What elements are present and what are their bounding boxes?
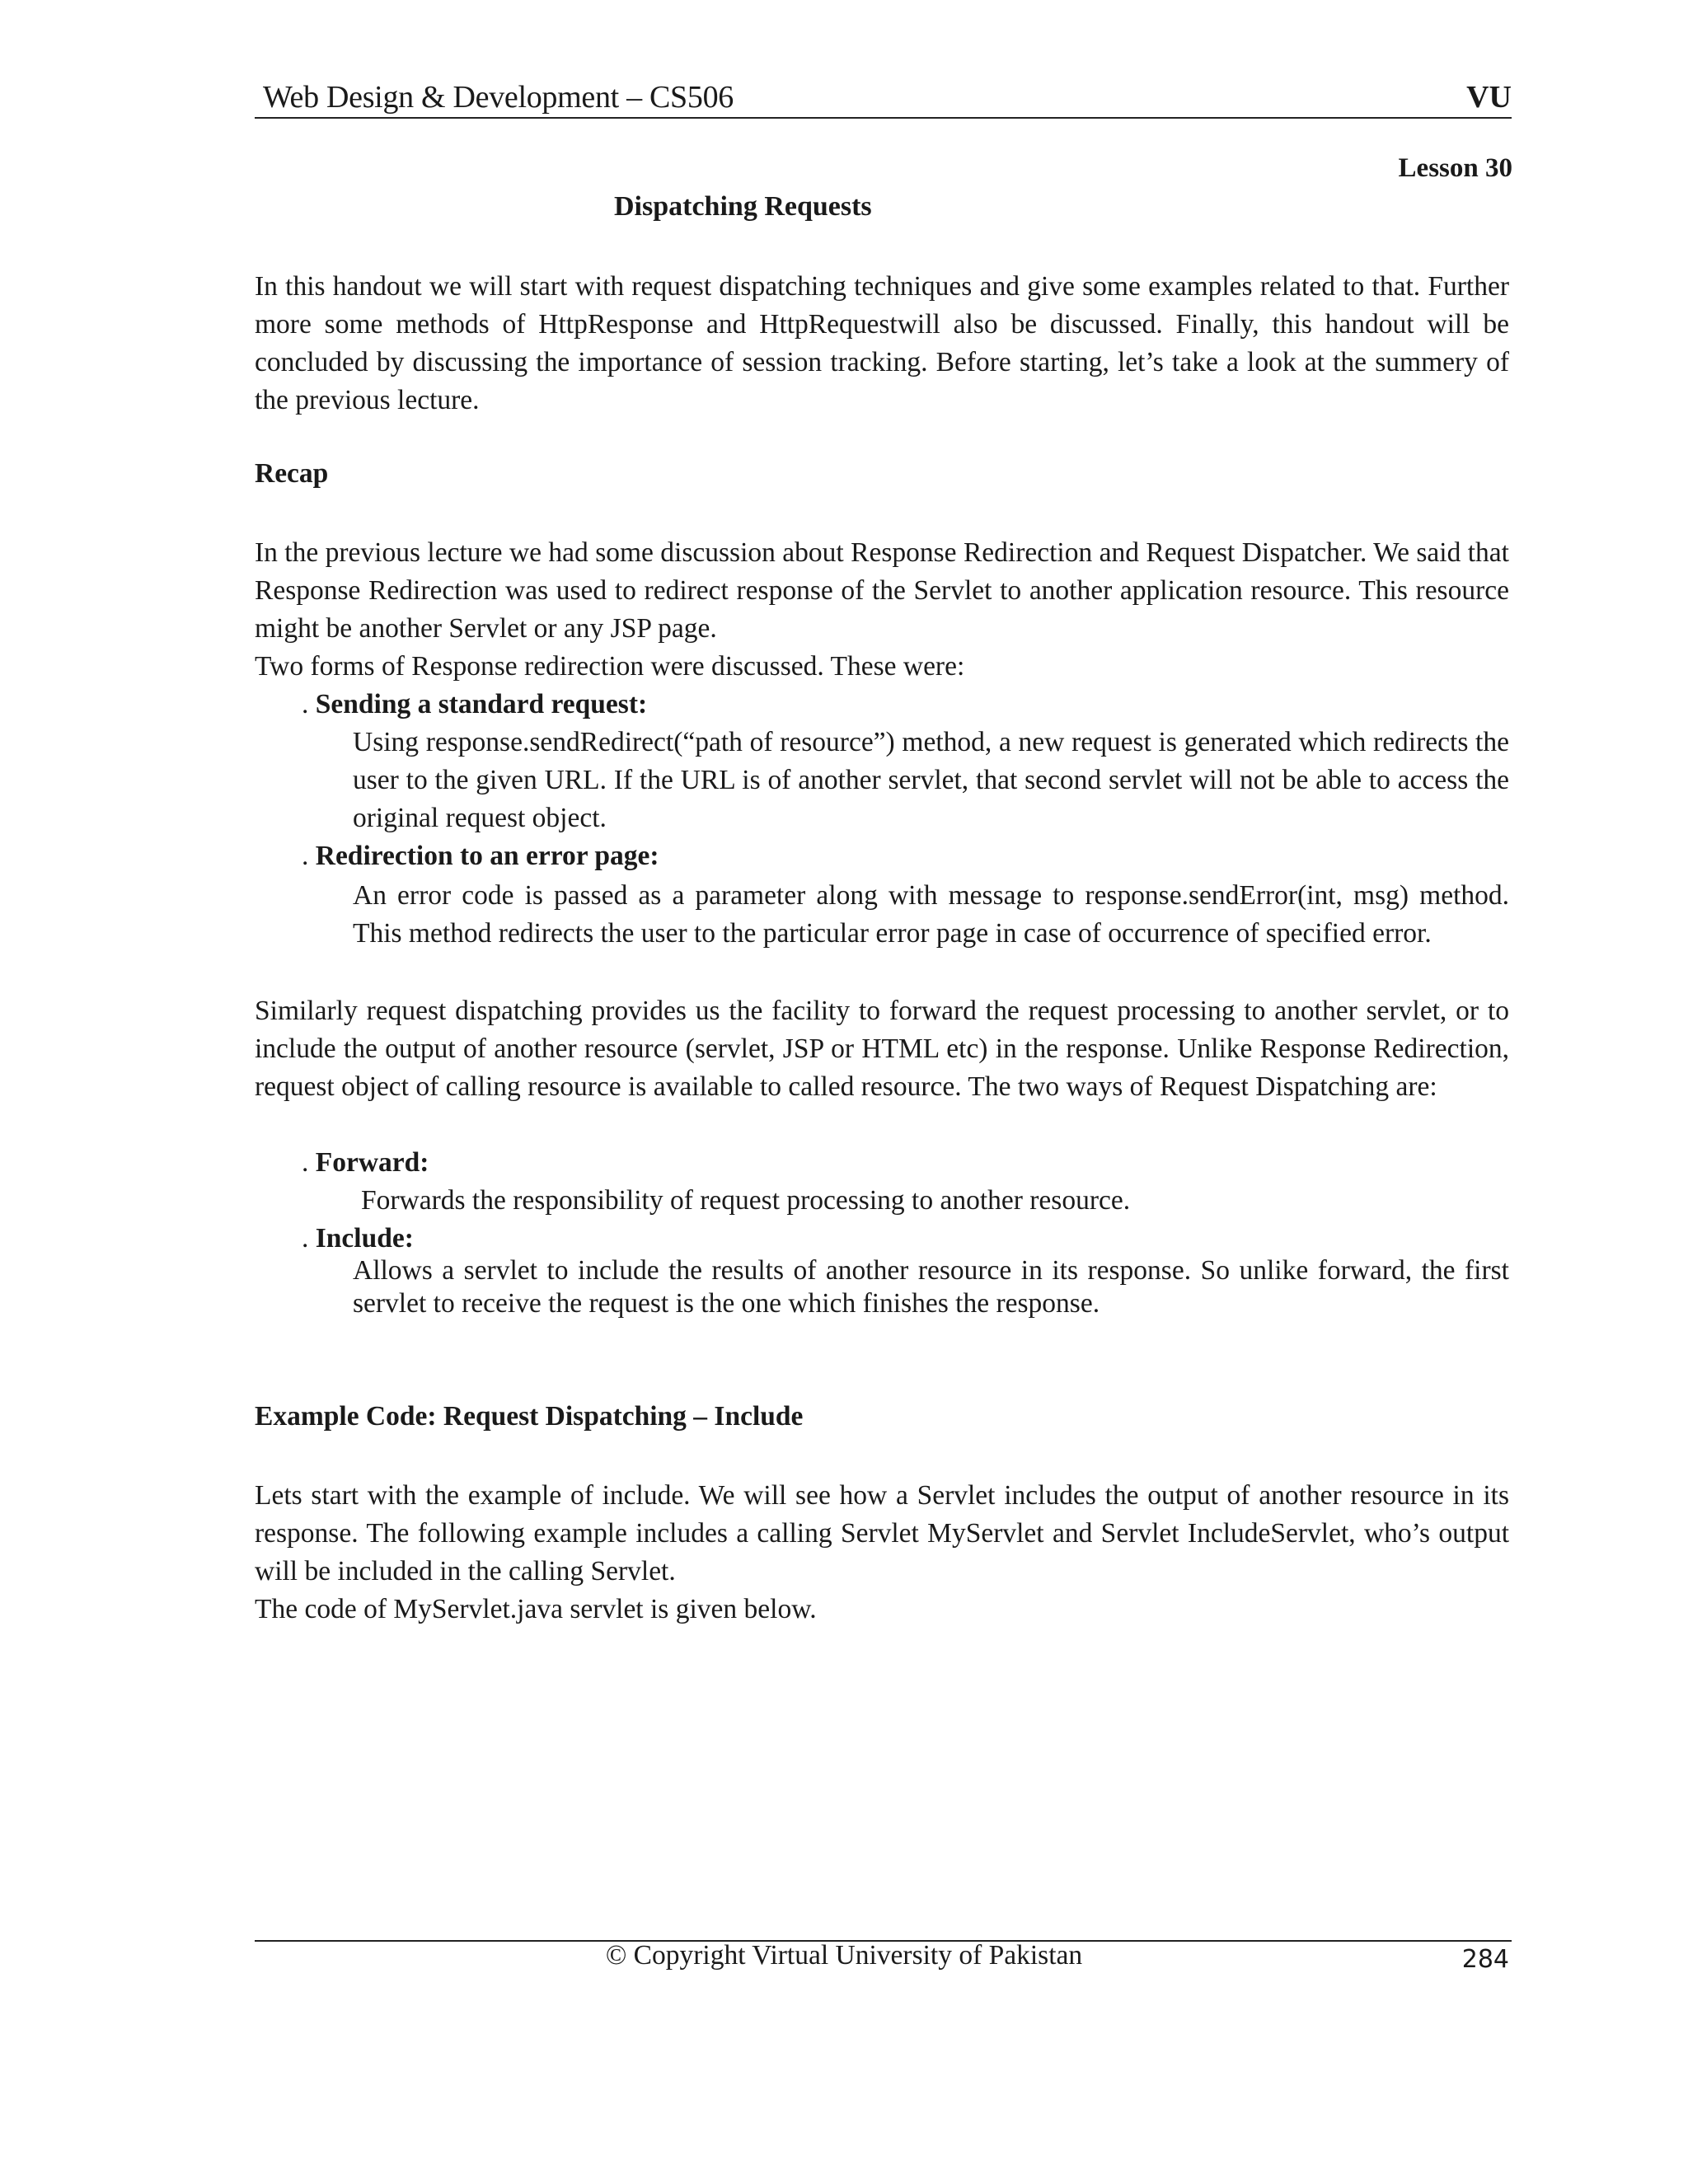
footer-copyright: © Copyright Virtual University of Pakistan (605, 1940, 1083, 1971)
org-mark: VU (1466, 80, 1512, 115)
bullet-label: Forward: (315, 1147, 429, 1178)
example-heading: Example Code: Request Dispatching – Include (255, 1401, 804, 1432)
recap-paragraph-2: Two forms of Response redirection were discussed. These were: (255, 651, 965, 682)
recap-heading: Recap (255, 458, 329, 489)
page-number: 284 (1461, 1945, 1509, 1974)
bullet-error-page-text: An error code is passed as a parameter along with message to response.sendError(int, msg) method. This method redirects the user to the particular error page in case of occurrence of specified error. (353, 880, 1509, 949)
bullet-include (302, 1220, 414, 1258)
example-paragraph-2: The code of MyServlet.java servlet is given below. (255, 1594, 817, 1624)
bullet-label: Sending a standard request: (315, 689, 648, 719)
bullet-marker: . (302, 1147, 309, 1178)
bullet-sending-request-text: Using response.sendRedirect(“path of resource”) method, a new request is generated which redirects the user to the given URL. If the URL is of another servlet, that second servlet will not be able to access the original request object. (353, 727, 1509, 833)
bullet-error-page (302, 837, 659, 875)
page-header (255, 76, 1512, 119)
example-paragraph-1: Lets start with the example of include. We will see how a Servlet includes the output of another resource in its response. The following example includes a calling Servlet MyServlet and Servlet IncludeServlet, who’s output will be included in the calling Servlet. (255, 1480, 1509, 1586)
bullet-label: Redirection to an error page: (315, 841, 659, 871)
bullet-marker: . (302, 841, 309, 871)
bullet-sending-request (302, 686, 647, 724)
recap-paragraph-1: In the previous lecture we had some discussion about Response Redirection and Request Dispatcher. We said that Response Redirection was used to redirect response of the Servlet to another application resource. This resource might be another Servlet or any JSP page. (255, 537, 1509, 644)
lesson-number: Lesson 30 (1398, 153, 1512, 183)
recap-paragraph-3: Similarly request dispatching provides us the facility to forward the request processing to another servlet, or to include the output of another resource (servlet, JSP or HTML etc) in the response. Unlike Response Redirection, request object of calling resource is available to called resource. The two ways of Request Dispatching are: (255, 996, 1509, 1102)
page-title: Dispatching Requests (614, 191, 872, 222)
bullet-marker: . (302, 689, 309, 719)
bullet-forward-text: Forwards the responsibility of request processing to another resource. (361, 1185, 1131, 1216)
bullet-label: Include: (315, 1223, 414, 1254)
course-title: Web Design & Development – CS506 (263, 80, 734, 115)
bullet-marker: . (302, 1223, 309, 1254)
bullet-forward (302, 1144, 429, 1182)
intro-paragraph: In this handout we will start with request dispatching techniques and give some examples related to that. Further more some methods of HttpResponse and HttpRequestwill also be discussed. Finally, this handout will be concluded by discussing the importance of session tracking. Before starting, let’s take a look at the summery of the previous lecture. (255, 271, 1509, 415)
bullet-include-text: Allows a servlet to include the results of another resource in its response. So unlike forward, the first servlet to receive the request is the one which finishes the response. (353, 1255, 1509, 1319)
